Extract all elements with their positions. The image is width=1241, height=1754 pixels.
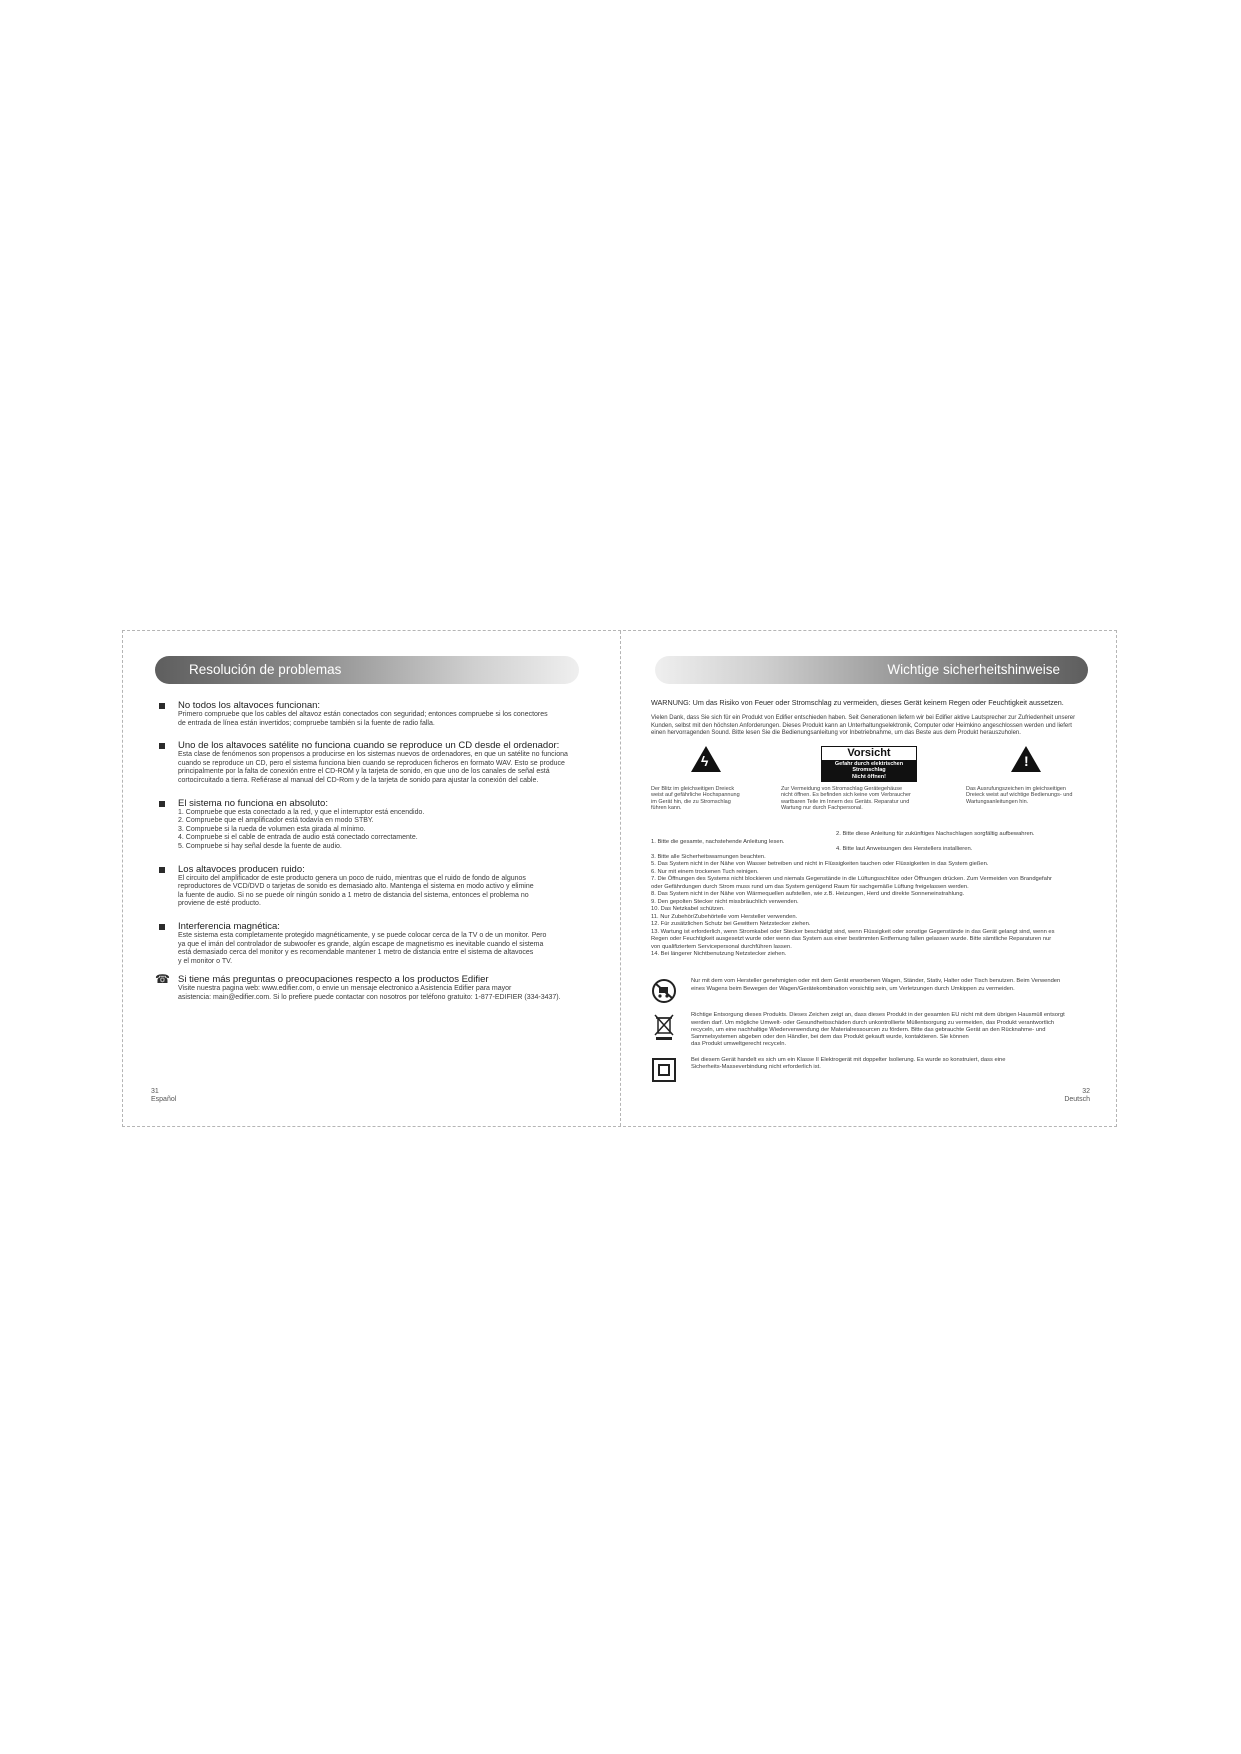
rule-item: 1. Bitte die gesamte, nachstehende Anleitung lesen. — [651, 838, 785, 845]
intro-text: Vielen Dank, dass Sie sich für ein Produkt von Edifier entschieden haben. Seit Generationen liefern wir bei Edifier aktive Lautsprecher zur Zufriedenheit unserer Kunden, selbst mit den höchsten Anforderungen. Dieses Produkt kann an Unterhaltungselektronik, Computer oder Heimkino angeschlossen werden und liefert einen hervorragenden Sound. Bitte lesen Sie die Bedienungsanleitung vor Inbetriebnahme, um das Beste aus dem Produkt herauszuholen. — [651, 715, 1076, 737]
exclamation-warning-icon: ! — [1011, 746, 1041, 772]
phone-icon: ☎ — [155, 972, 170, 987]
manual-spread — [122, 630, 1117, 1127]
section-title: El sistema no funciona en absoluto: — [178, 797, 328, 809]
section-body: 1. Compruebe que esta conectado a la red, y que el interruptor está encendido. 2. Compruebe que el amplificador está todavía en modo STBY. 3. Compruebe si la rueda de volumen esta girada al mínimo. 4. Compruebe si el cable de entrada de audio está conectado correctamente. 5. Compruebe si hay señal desde la fuente de audio. — [178, 808, 425, 850]
vorsicht-label — [821, 746, 917, 782]
page-language: Deutsch — [1064, 1096, 1090, 1103]
right-page — [621, 631, 1118, 1126]
safety-symbols — [651, 746, 1088, 818]
page-number: 32 — [1082, 1088, 1090, 1095]
bullet-icon — [159, 801, 165, 807]
section-no-function — [153, 798, 585, 852]
troubleshooting-banner: Resolución de problemas — [155, 656, 579, 684]
double-insulation-icon — [651, 1057, 677, 1083]
safety-banner: Wichtige sicherheitshinweise — [655, 656, 1088, 684]
notice-text: Bei diesem Gerät handelt es sich um ein Klasse II Elektrogerät mit doppelter Isolierung. Es wurde so konstruiert, dass eine Sicherheits-Masseverbindung nicht erforderlich ist. — [691, 1056, 1006, 1071]
notice-cart — [651, 978, 1088, 1004]
left-page — [123, 631, 620, 1126]
section-magnetic — [153, 921, 585, 966]
vorsicht-caption: Zur Vermeidung von Stromschlag Gerätegehäuse nicht öffnen. Es befinden sich keine vom Verbraucher wartbaren Teile im Innern des Geräts. Reparatur und Wartung nur durch Fachpersonal. — [781, 785, 911, 811]
section-body: Primero compruebe que los cables del altavoz están conectados con seguridad; entonces compruebe si los conectores de entrada de línea están invertidos; compruebe también si la fuente de radio falla. — [178, 711, 548, 727]
weee-bin-icon — [651, 1012, 677, 1042]
bullet-icon — [159, 743, 165, 749]
page-number: 31 — [151, 1088, 159, 1095]
section-title: No todos los altavoces funcionan: — [178, 700, 321, 711]
section-not-all-speakers — [153, 700, 585, 728]
lightning-warning-icon: ϟ — [691, 746, 721, 772]
section-noise — [153, 864, 585, 909]
section-title: Los altavoces producen ruido: — [178, 863, 305, 875]
page-footer-left — [151, 1088, 176, 1104]
vorsicht-title: Vorsicht — [847, 746, 891, 759]
section-title: Uno de los altavoces satélite no funciona cuando se reproduce un CD desde el ordenador: — [178, 740, 560, 752]
rule-list: 5. Das System nicht in der Nähe von Wasser betreiben und nicht in Flüssigkeiten tauchen oder Flüssigkeiten in das System gießen. 6. Nur mit einem trockenen Tuch reinigen. 7. Die Öffnungen des Systems nicht blockieren und niemals Gegenstände in die Lüftungsschlitze oder Öffnungen drücken. Zum Vermeiden von Brandgefahr oder Gefährdungen durch Strom muss rund um das System genügend Raum für sachgemäße Lüftung freigelassen werden. 8. Das System nicht in der Nähe von Wärmequellen aufstellen, wie z.B. Heizungen, Herd und direkte Sonneneinstrahlung. 9. Den gepolten Stecker nicht missbräuchlich verwenden. 10. Das Netzkabel schützen. 11. Nur Zubehör/Zubehörteile vom Hersteller verwenden. 12. Für zusätzlichen Schutz bei Gewittern Netzstecker ziehen. 13. Wartung ist erforderlich, wenn Stromkabel oder Stecker beschädigt sind, wenn Flüssigkeit oder sonstige Gegenstände in das Gerät gelangt sind, wenn es Regen oder Feuchtigkeit ausgesetzt wurde oder wenn das System aus einer bestimmten Entfernung fallen gelassen wurde. Bitte sämtliche Reparaturen nur von qualifiziertem Servicepersonal durchführen lassen. 14. Bei längerer Nichtbenutzung Netzstecker ziehen. — [651, 861, 1055, 958]
exclamation-caption: Das Ausrufungszeichen im gleichseitigen Dreieck weist auf wichtige Bedienungs- und Wartungsanleitungen hin. — [966, 785, 1073, 805]
section-contact — [153, 974, 585, 1002]
section-body: El circuito del amplificador de este producto genera un poco de ruido, mientras que el ruido de fondo de algunos reproductores de VCD/DVD o tarjetas de sonido es demasiado alto. Mantenga el sistema en modo activo y elimine la fuente de audio. Si no se puede oír ningún sonido a 1 metro de distancia del sistema, entonces el problema no proviene de esté producto. — [178, 874, 534, 908]
bullet-icon — [159, 924, 165, 930]
cart-warning-icon — [651, 978, 677, 1004]
rule-item: 4. Bitte laut Anweisungen des Herstellers installieren. — [836, 846, 973, 853]
notice-class2 — [651, 1057, 1088, 1083]
section-satellite-cd — [153, 740, 585, 785]
section-body: Esta clase de fenómenos son propensos a producirse en los sistemas nuevos de ordenadores, en que un satélite no funciona cuando se reproduce un CD, pero el sistema funciona bien cuando se reproducen ficheros en formato WAV. Esto se produce principalmente por la falta de conexión entre el CD-ROM y la tarjeta de sonido, en que uno de los canales de señal está cortocircuitado a tierra. Refiérase al manual del CD-Rom y de la tarjeta de sonido para ajustar la conexión del cable. — [178, 751, 568, 784]
page-footer-right — [1064, 1088, 1090, 1104]
notice-weee — [651, 1012, 1088, 1048]
bullet-icon — [159, 867, 165, 873]
notice-text: Richtige Entsorgung dieses Produkts. Dieses Zeichen zeigt an, dass dieses Produkt in der gesamten EU nicht mit dem übrigen Hausmüll entsorgt werden darf. Um mögliche Umwelt- oder Gesundheitsschäden durch unkontrollierte Müllentsorgung zu vermeiden, das Produkt verantwortlich recyceln, um eine nachhaltige Wiederverwendung der Materialressourcen zu fördern. Bitte das gebrauchte Gerät an den Rücknahme- und Sammelsystemen abgeben oder den Händler, bei dem das Produkt gekauft wurde, kontaktieren. Sie können das Produkt umweltgerecht recyceln. — [691, 1012, 1065, 1048]
vorsicht-subtitle: Gefahr durch elektrischen Stromschlag Nicht öffnen! — [822, 760, 916, 781]
page-language: Español — [151, 1096, 177, 1103]
rule-item: 3. Bitte alle Sicherheitswarnungen beachten. — [651, 853, 766, 860]
section-title: Interferencia magnética: — [178, 920, 280, 932]
safety-rules — [651, 824, 1088, 967]
warning-text: WARNUNG: Um das Risiko von Feuer oder Stromschlag zu vermeiden, dieses Gerät keinem Regen oder Feuchtigkeit aussetzen. — [651, 698, 1064, 707]
lightning-caption: Der Blitz im gleichseitigen Dreieck weist auf gefährliche Hochspannung im Gerät hin, die zu Stromschlag führen kann. — [651, 785, 740, 811]
rule-item: 2. Bitte diese Anleitung für zukünftiges Nachschlagen sorgfältig aufbewahren. — [836, 831, 1035, 838]
section-title: Si tiene más preguntas o preocupaciones respecto a los productos Edifier — [178, 974, 489, 986]
notice-text: Nur mit dem vom Hersteller genehmigten oder mit dem Gerät erworbenen Wagen, Ständer, Stativ, Halter oder Tisch benutzen. Beim Verwenden eines Wagens beim Bewegen der Wagen/Gerätekombination vorsichtig sein, um Verletzungen durch Umkippen zu vermeiden. — [691, 978, 1061, 992]
bullet-icon — [159, 703, 165, 709]
section-body: Visite nuestra pagina web: www.edifier.com, o envie un mensaje electronico a Asistencia Edifier para mayor asistencia: main@edifier.com. Si lo prefiere puede contactar con nosotros por teléfono gratuito: 1-877-EDIFIER (334-3437). — [178, 985, 561, 1001]
section-body: Este sistema esta completamente protegido magnéticamente, y se puede colocar cerca de la TV o de un monitor. Pero ya que el imán del controlador de subwoofer es grande, algún escape de magnetismo es inevitable cuando el sistema está demasiado cerca del monitor y es recomendable mantener 1 metro de distancia entre el sistema de altavoces y el monitor o TV. — [178, 931, 547, 965]
